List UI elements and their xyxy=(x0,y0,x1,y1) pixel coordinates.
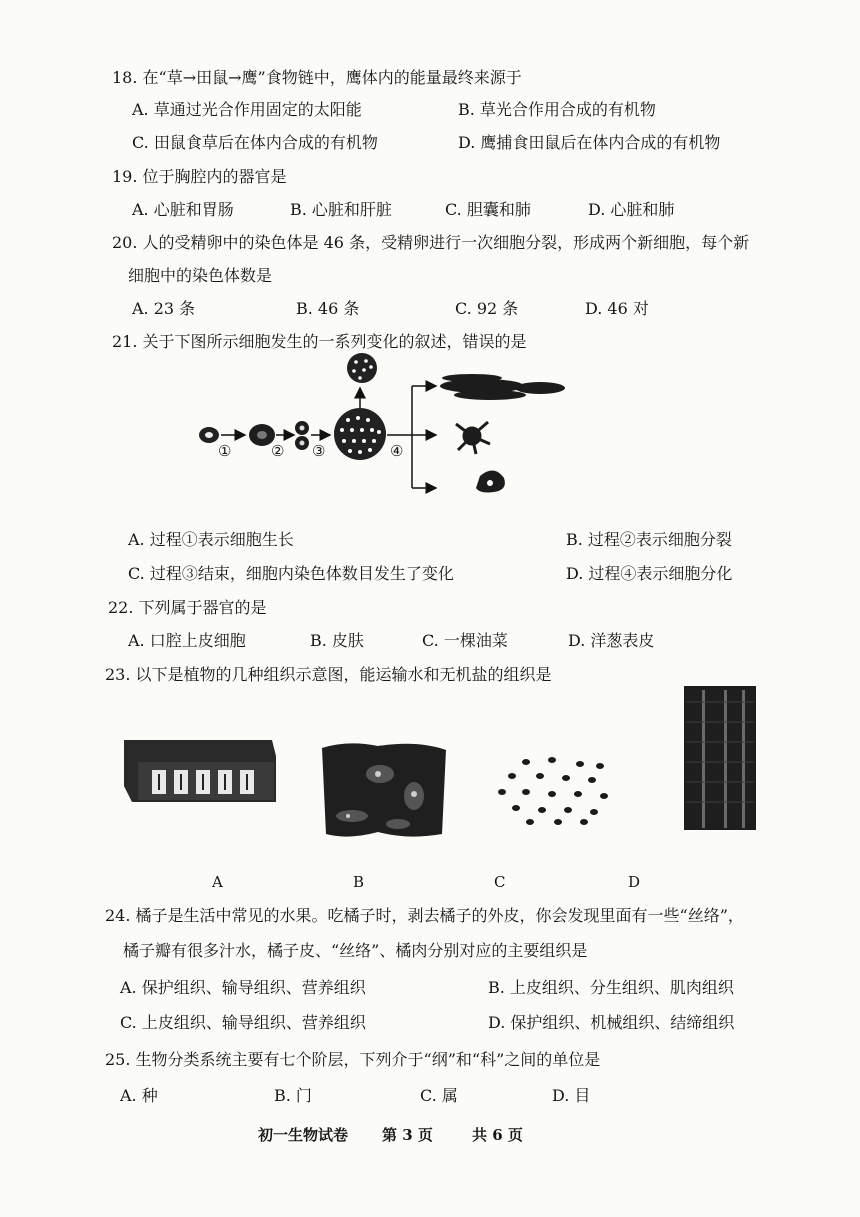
tissue-d-diagram xyxy=(680,682,760,832)
q21-option-d[interactable]: D. 过程④表示细胞分化 xyxy=(566,564,733,583)
q21-option-a[interactable]: A. 过程①表示细胞生长 xyxy=(128,530,294,549)
q18-option-d[interactable]: D. 鹰捕食田鼠后在体内合成的有机物 xyxy=(458,133,721,152)
q20-stem: 20. 人的受精卵中的染色体是 46 条，受精卵进行一次细胞分裂，形成两个新细胞，每个新 xyxy=(112,233,750,252)
process-4-label: ④ xyxy=(390,442,404,460)
single-cell-icon xyxy=(199,427,219,443)
q22-stem: 22. 下列属于器官的是 xyxy=(108,598,267,617)
q25-option-c[interactable]: C. 属 xyxy=(420,1086,458,1105)
q20-stem-line2: 细胞中的染色体数是 xyxy=(128,266,273,285)
tissue-c-label: C xyxy=(494,873,506,891)
q21-option-b[interactable]: B. 过程②表示细胞分裂 xyxy=(566,530,732,549)
q24-stem: 24. 橘子是生活中常见的水果。吃橘子时，剥去橘子的外皮，你会发现里面有一些“丝络”， xyxy=(105,906,744,925)
q18-stem: 18. 在“草→田鼠→鹰”食物链中，鹰体内的能量最终来源于 xyxy=(112,68,522,87)
q22-option-d[interactable]: D. 洋葱表皮 xyxy=(568,631,655,650)
q20-option-c[interactable]: C. 92 条 xyxy=(455,299,519,318)
q22-option-b[interactable]: B. 皮肤 xyxy=(310,631,364,650)
q24-option-a[interactable]: A. 保护组织、输导组织、营养组织 xyxy=(120,978,366,997)
q24-option-b[interactable]: B. 上皮组织、分生组织、肌肉组织 xyxy=(488,978,734,997)
q25-option-b[interactable]: B. 门 xyxy=(274,1086,312,1105)
muscle-cells-icon xyxy=(440,374,565,400)
small-cluster-icon xyxy=(347,353,377,383)
q20-option-d[interactable]: D. 46 对 xyxy=(585,299,649,318)
q19-option-c[interactable]: C. 胆囊和肺 xyxy=(445,200,531,219)
q19-option-d[interactable]: D. 心脏和肺 xyxy=(588,200,675,219)
q18-option-c[interactable]: C. 田鼠食草后在体内合成的有机物 xyxy=(132,133,378,152)
q21-stem: 21. 关于下图所示细胞发生的一系列变化的叙述，错误的是 xyxy=(112,332,527,351)
tissue-b-diagram xyxy=(318,740,450,840)
q24-stem-line2: 橘子瓣有很多汁水，橘子皮、“丝络”、橘肉分别对应的主要组织是 xyxy=(123,941,588,960)
q25-option-d[interactable]: D. 目 xyxy=(552,1086,591,1105)
two-cells-icon xyxy=(295,421,309,450)
process-1-label: ① xyxy=(218,442,232,460)
tissue-a-diagram xyxy=(122,736,278,806)
tissue-c-diagram xyxy=(496,756,616,826)
q19-stem: 19. 位于胸腔内的器官是 xyxy=(112,167,287,186)
epithelial-cell-icon xyxy=(476,470,505,492)
q20-option-a[interactable]: A. 23 条 xyxy=(132,299,196,318)
q25-stem: 25. 生物分类系统主要有七个阶层，下列介于“纲”和“科”之间的单位是 xyxy=(105,1050,601,1069)
q18-option-a[interactable]: A. 草通过光合作用固定的太阳能 xyxy=(132,100,362,119)
q19-option-a[interactable]: A. 心脏和胃肠 xyxy=(132,200,234,219)
q22-option-c[interactable]: C. 一棵油菜 xyxy=(422,631,508,650)
process-3-label: ③ xyxy=(312,442,326,460)
q24-option-c[interactable]: C. 上皮组织、输导组织、营养组织 xyxy=(120,1013,366,1032)
footer-subject: 初一生物试卷 xyxy=(258,1126,349,1144)
cell-cluster-icon xyxy=(334,408,386,460)
tissue-a-label: A xyxy=(212,873,223,891)
tissue-b-label: B xyxy=(353,873,365,891)
cell-change-diagram xyxy=(190,348,570,498)
footer-total: 共 6 页 xyxy=(472,1126,523,1144)
process-2-label: ② xyxy=(271,442,285,460)
q21-option-c[interactable]: C. 过程③结束，细胞内染色体数目发生了变化 xyxy=(128,564,454,583)
q18-option-b[interactable]: B. 草光合作用合成的有机物 xyxy=(458,100,656,119)
q25-option-a[interactable]: A. 种 xyxy=(120,1086,158,1105)
q19-option-b[interactable]: B. 心脏和肝脏 xyxy=(290,200,392,219)
tissue-d-label: D xyxy=(628,873,641,891)
q20-option-b[interactable]: B. 46 条 xyxy=(296,299,360,318)
q24-option-d[interactable]: D. 保护组织、机械组织、结缔组织 xyxy=(488,1013,735,1032)
q22-option-a[interactable]: A. 口腔上皮细胞 xyxy=(128,631,246,650)
q23-stem: 23. 以下是植物的几种组织示意图，能运输水和无机盐的组织是 xyxy=(105,665,552,684)
nerve-cell-icon xyxy=(456,422,490,454)
footer-page: 第 3 页 xyxy=(382,1126,433,1144)
